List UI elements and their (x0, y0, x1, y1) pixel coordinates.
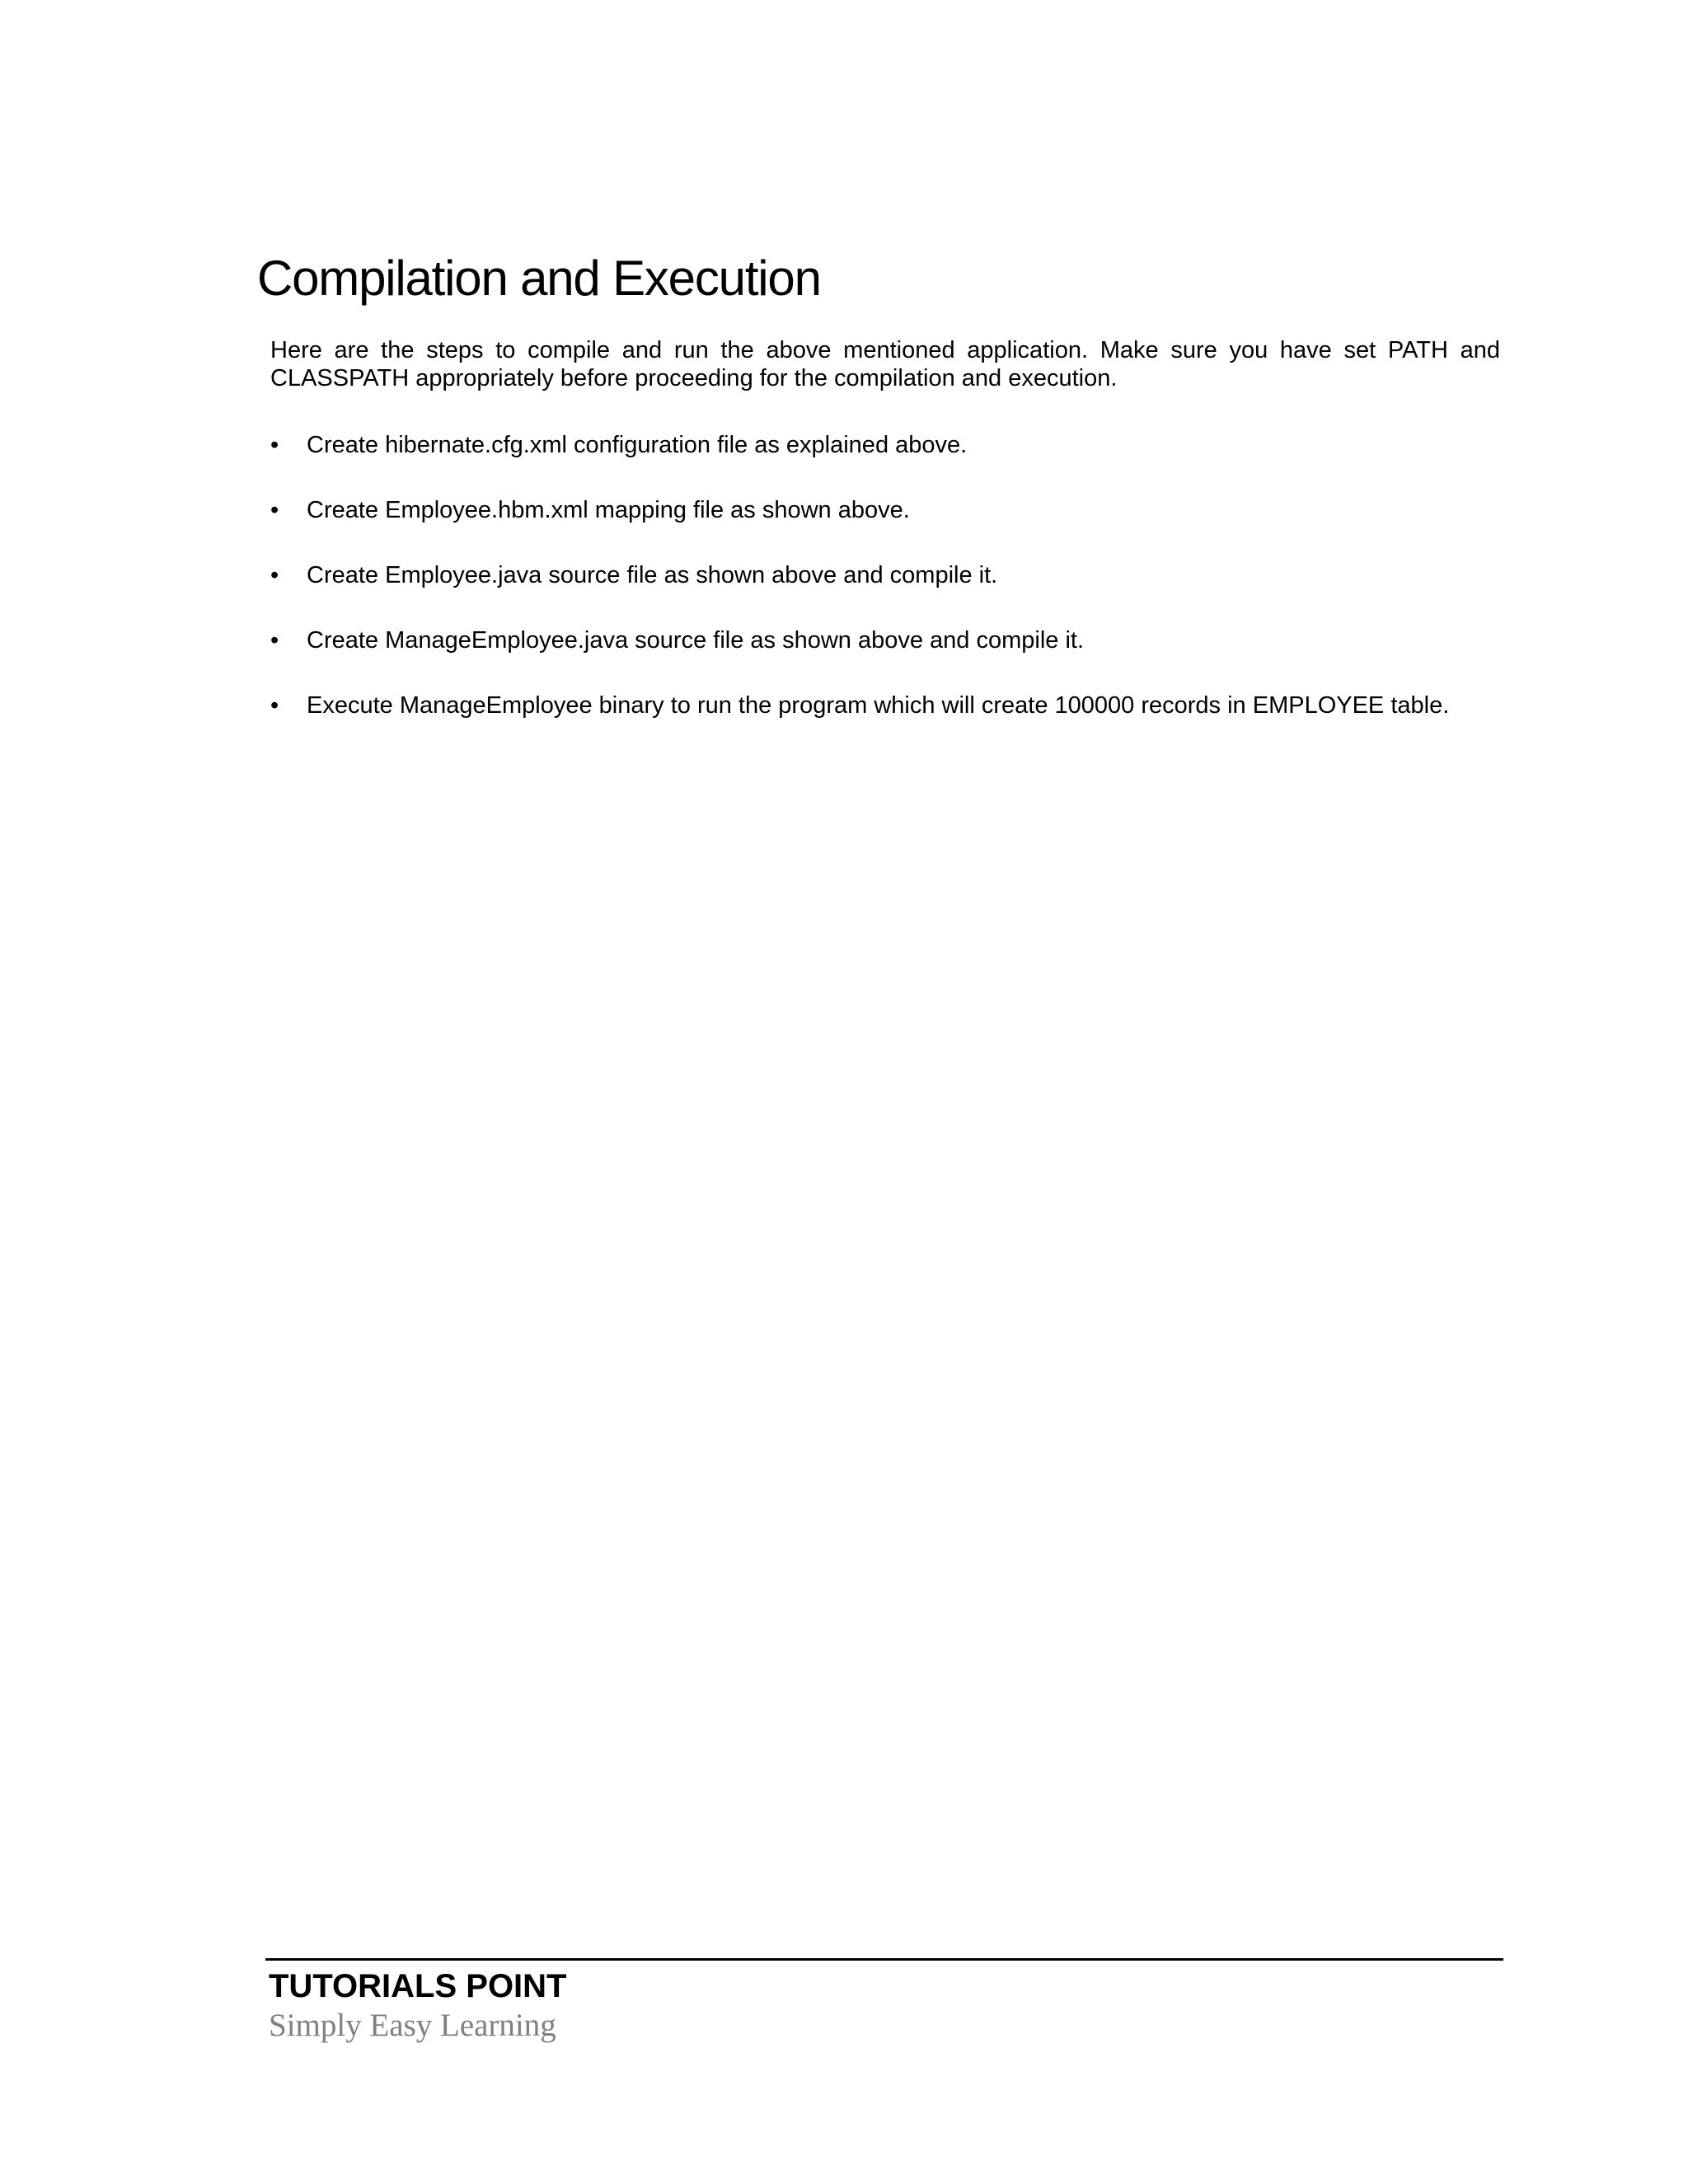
bullet-icon: • (270, 432, 279, 458)
list-item (270, 559, 1507, 624)
step-text: Create Employee.hbm.xml mapping file as shown above. (307, 497, 910, 523)
bullet-icon: • (270, 627, 279, 654)
step-text: Execute ManageEmployee binary to run the program which will create 100000 records in EMPLOYEE table. (307, 692, 1450, 719)
list-item (270, 494, 1507, 559)
footer-tagline: Simply Easy Learning (269, 2008, 556, 2043)
list-item (270, 429, 1507, 494)
bullet-icon: • (270, 692, 279, 719)
bullet-icon: • (270, 562, 279, 588)
bullet-icon: • (270, 497, 279, 523)
footer-divider (265, 1958, 1503, 1961)
steps-list (270, 429, 1507, 754)
step-text: Create ManageEmployee.java source file as shown above and compile it. (307, 627, 1085, 654)
step-text: Create hibernate.cfg.xml configuration file as explained above. (307, 432, 968, 458)
section-heading: Compilation and Execution (257, 251, 821, 306)
footer-brand: TUTORIALS POINT (269, 1968, 567, 2004)
intro-paragraph: Here are the steps to compile and run the above mentioned application. Make sure you have set PATH and CLASSPATH appropriately before proceeding for the compilation and execution. (270, 337, 1500, 391)
list-item (270, 689, 1507, 754)
list-item (270, 624, 1507, 689)
step-text: Create Employee.java source file as shown above and compile it. (307, 562, 998, 588)
